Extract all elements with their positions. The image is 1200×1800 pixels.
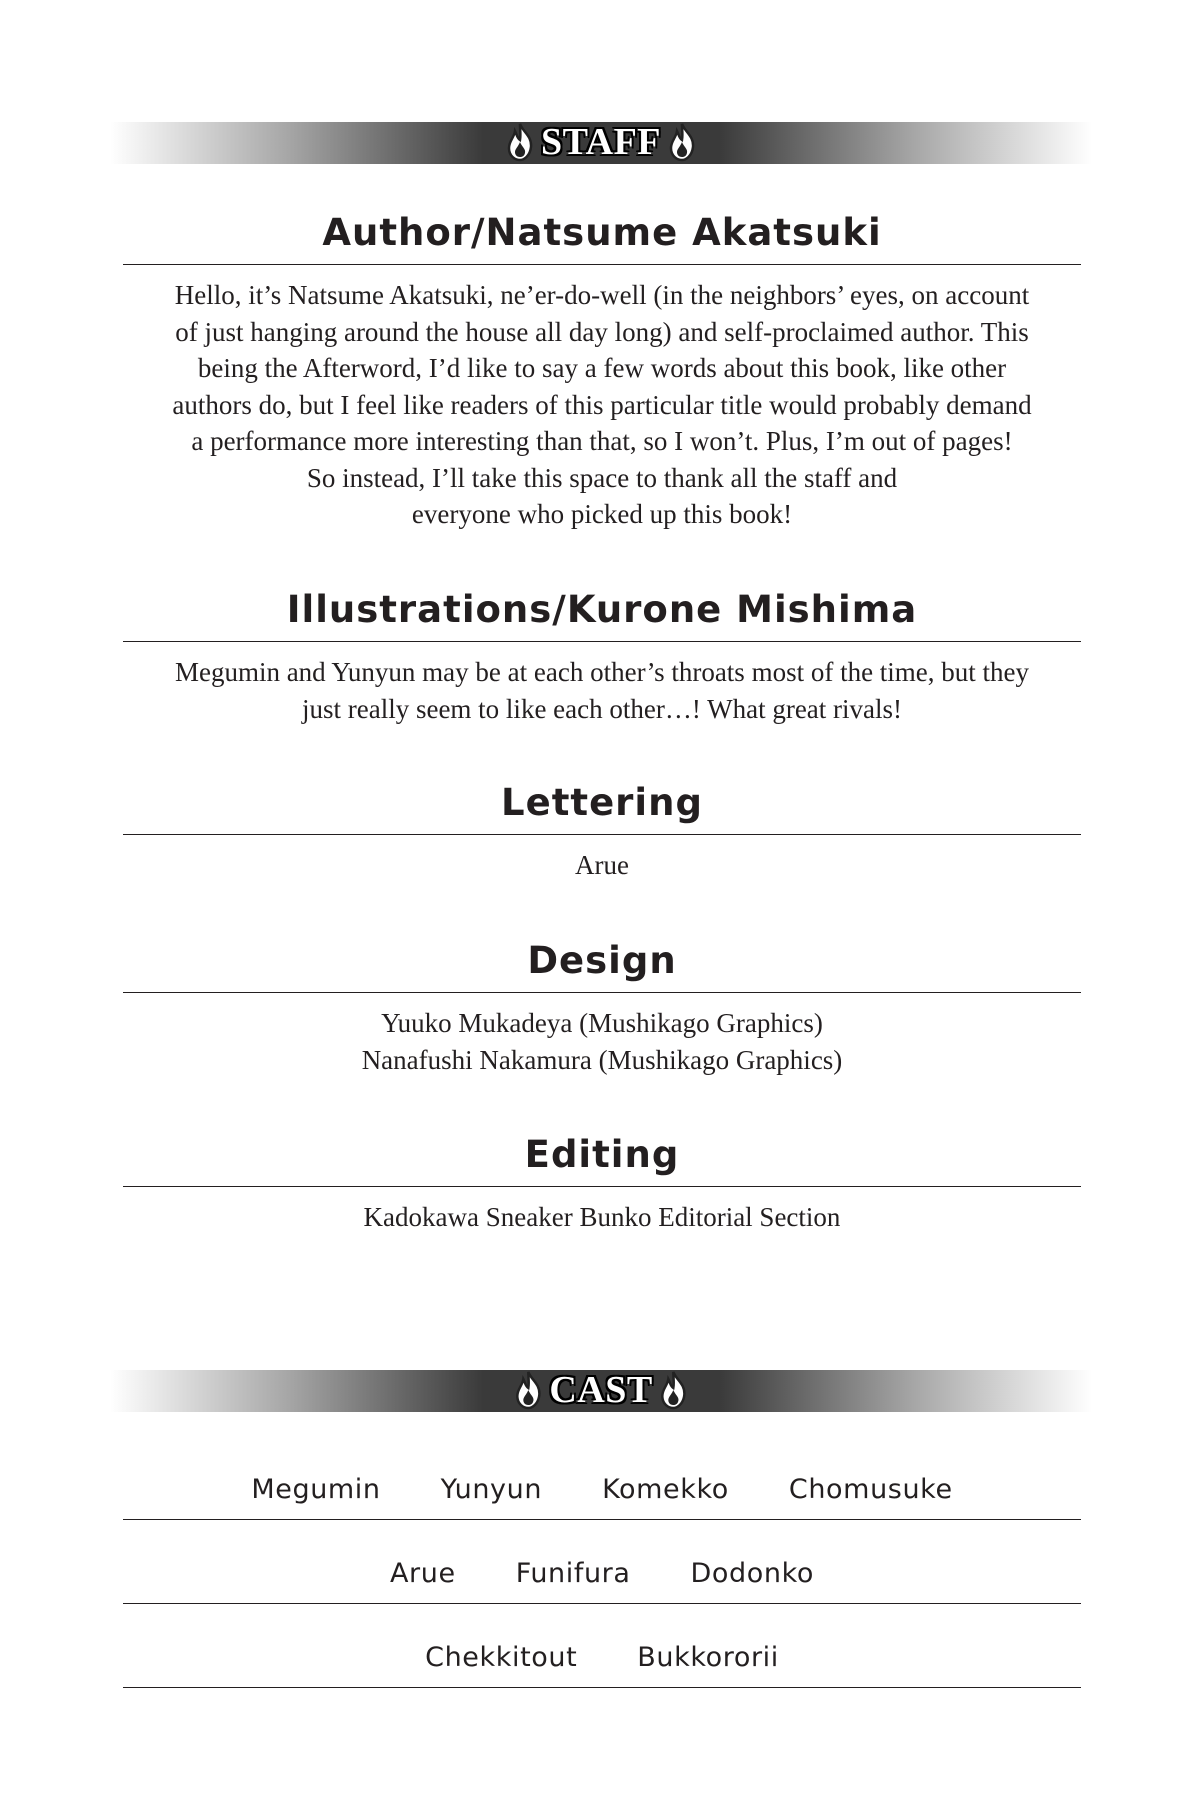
body-line: being the Afterword, I’d like to say a few words about this book, like other (197, 353, 1007, 383)
body-line: Kadokawa Sneaker Bunko Editorial Section (363, 1202, 841, 1232)
body-line: Megumin and Yunyun may be at each other’s throats most of the time, but they (174, 657, 1030, 687)
flame-icon (667, 122, 697, 162)
section-heading: Author/Natsume Akatsuki (123, 210, 1081, 265)
cast-name: Megumin (251, 1474, 381, 1505)
cast-name: Dodonko (690, 1558, 815, 1589)
cast-name: Funifura (515, 1558, 631, 1589)
cast-name: Komekko (602, 1474, 729, 1505)
body-line: Nanafushi Nakamura (Mushikago Graphics) (361, 1044, 843, 1075)
author-section (123, 210, 1081, 533)
design-section (123, 938, 1081, 1078)
section-heading: Editing (123, 1132, 1081, 1187)
section-body (123, 277, 1081, 533)
section-body (123, 654, 1081, 727)
illustrations-section (123, 587, 1081, 727)
cast-banner-label-group (513, 1358, 688, 1422)
body-line: Hello, it’s Natsume Akatsuki, ne’er-do-well (in the neighbors’ eyes, on account (174, 280, 1030, 310)
cast-row (123, 1624, 1081, 1688)
body-line: Arue (575, 850, 629, 880)
section-heading: Lettering (123, 780, 1081, 835)
body-line: Yuuko Mukadeya (Mushikago Graphics) (381, 1008, 823, 1038)
editing-section (123, 1132, 1081, 1236)
section-body (123, 847, 1081, 884)
flame-icon (513, 1370, 543, 1410)
cast-name: Bukkororii (637, 1642, 779, 1673)
staff-banner (110, 122, 1092, 164)
body-line: So instead, I’ll take this space to thank all the staff and (306, 462, 898, 493)
cast-banner-title: CAST (549, 1369, 653, 1411)
cast-banner (110, 1370, 1092, 1412)
cast-name: Arue (389, 1558, 456, 1589)
flame-icon (505, 122, 535, 162)
flame-icon (659, 1370, 689, 1410)
cast-row (123, 1456, 1081, 1520)
body-line: a performance more interesting than that, so I won’t. Plus, I’m out of pages! (191, 426, 1013, 456)
cast-name: Chekkitout (425, 1642, 578, 1673)
lettering-section (123, 780, 1081, 884)
cast-row (123, 1540, 1081, 1604)
section-heading: Design (123, 938, 1081, 993)
section-body (123, 1005, 1081, 1078)
staff-banner-title: STAFF (540, 121, 662, 163)
body-line: of just hanging around the house all day long) and self-proclaimed author. This (175, 316, 1029, 347)
section-body (123, 1199, 1081, 1236)
cast-name: Chomusuke (788, 1474, 953, 1505)
cast-name: Yunyun (440, 1474, 543, 1505)
staff-banner-label-group (505, 110, 697, 174)
body-line: everyone who picked up this book! (411, 499, 793, 529)
section-heading: Illustrations/Kurone Mishima (123, 587, 1081, 642)
body-line: authors do, but I feel like readers of this particular title would probably demand (172, 389, 1032, 420)
body-line: just really seem to like each other…! What great rivals! (301, 693, 903, 724)
